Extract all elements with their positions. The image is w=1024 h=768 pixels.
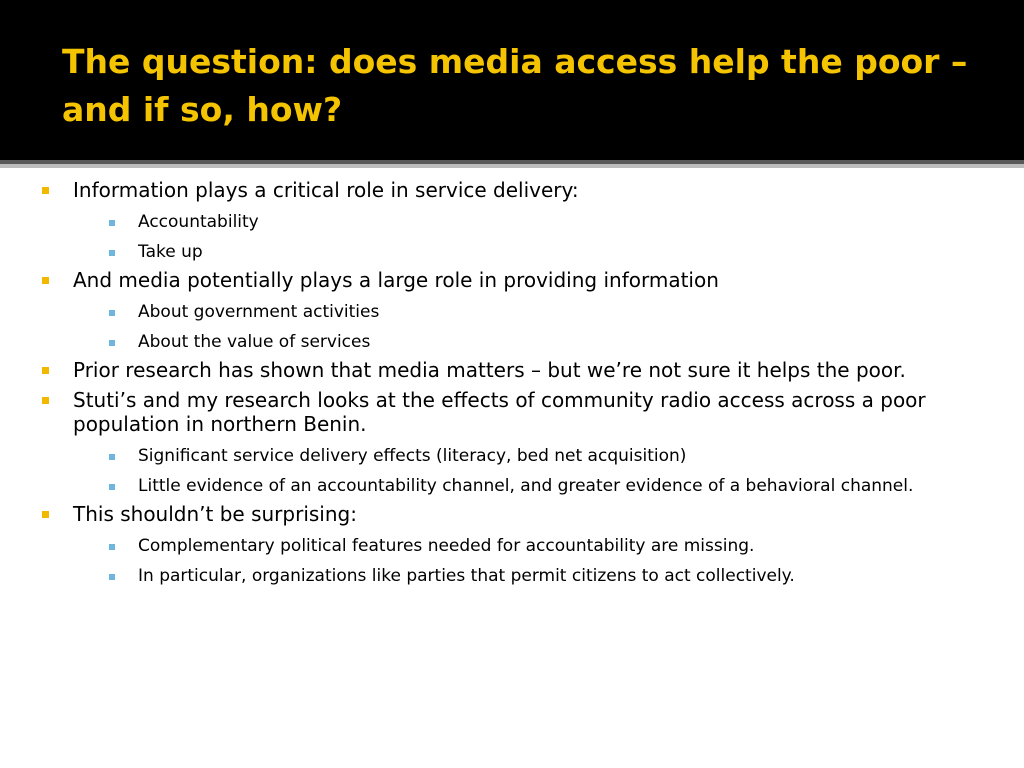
sub-bullet-list <box>73 212 990 262</box>
square-bullet-icon <box>42 187 49 194</box>
sub-bullet-text: Take up <box>138 242 203 262</box>
square-bullet-icon <box>42 367 49 374</box>
sub-bullet-list <box>73 536 990 586</box>
sub-bullet-text: Complementary political features needed for accountability are missing. <box>138 536 755 556</box>
square-bullet-icon <box>109 454 115 460</box>
bullet-text: And media potentially plays a large role in providing information <box>73 268 719 292</box>
square-bullet-icon <box>109 574 115 580</box>
sub-bullet-text: Significant service delivery effects (literacy, bed net acquisition) <box>138 446 687 466</box>
sub-bullet-text: Little evidence of an accountability channel, and greater evidence of a behavioral channel. <box>138 476 914 496</box>
sub-bullet-item <box>73 446 990 466</box>
bullet-list <box>40 178 990 586</box>
sub-bullet-list <box>73 446 990 496</box>
sub-bullet-text: About the value of services <box>138 332 371 352</box>
slide-content <box>40 176 990 586</box>
square-bullet-icon <box>42 397 49 404</box>
bullet-item <box>40 502 990 586</box>
title-divider-light <box>0 164 1024 168</box>
square-bullet-icon <box>109 250 115 256</box>
sub-bullet-text: About government activities <box>138 302 380 322</box>
title-band <box>0 0 1024 160</box>
square-bullet-icon <box>42 277 49 284</box>
sub-bullet-item <box>73 332 990 352</box>
square-bullet-icon <box>109 310 115 316</box>
sub-bullet-item <box>73 476 990 496</box>
bullet-item <box>40 268 990 352</box>
square-bullet-icon <box>109 484 115 490</box>
bullet-text: Information plays a critical role in service delivery: <box>73 178 579 202</box>
sub-bullet-text: Accountability <box>138 212 259 232</box>
square-bullet-icon <box>109 544 115 550</box>
sub-bullet-text: In particular, organizations like parties that permit citizens to act collectively. <box>138 566 795 586</box>
sub-bullet-item <box>73 212 990 232</box>
sub-bullet-item <box>73 242 990 262</box>
bullet-item <box>40 178 990 262</box>
square-bullet-icon <box>109 340 115 346</box>
slide-title: The question: does media access help the poor – and if so, how? <box>62 42 968 129</box>
sub-bullet-item <box>73 302 990 322</box>
bullet-item <box>40 388 990 496</box>
square-bullet-icon <box>42 511 49 518</box>
bullet-text: Stuti’s and my research looks at the effects of community radio access across a poor population in northern Benin. <box>73 388 926 436</box>
sub-bullet-list <box>73 302 990 352</box>
sub-bullet-item <box>73 536 990 556</box>
sub-bullet-item <box>73 566 990 586</box>
bullet-item <box>40 358 990 382</box>
bullet-text: Prior research has shown that media matters – but we’re not sure it helps the poor. <box>73 358 906 382</box>
bullet-text: This shouldn’t be surprising: <box>73 502 357 526</box>
square-bullet-icon <box>109 220 115 226</box>
